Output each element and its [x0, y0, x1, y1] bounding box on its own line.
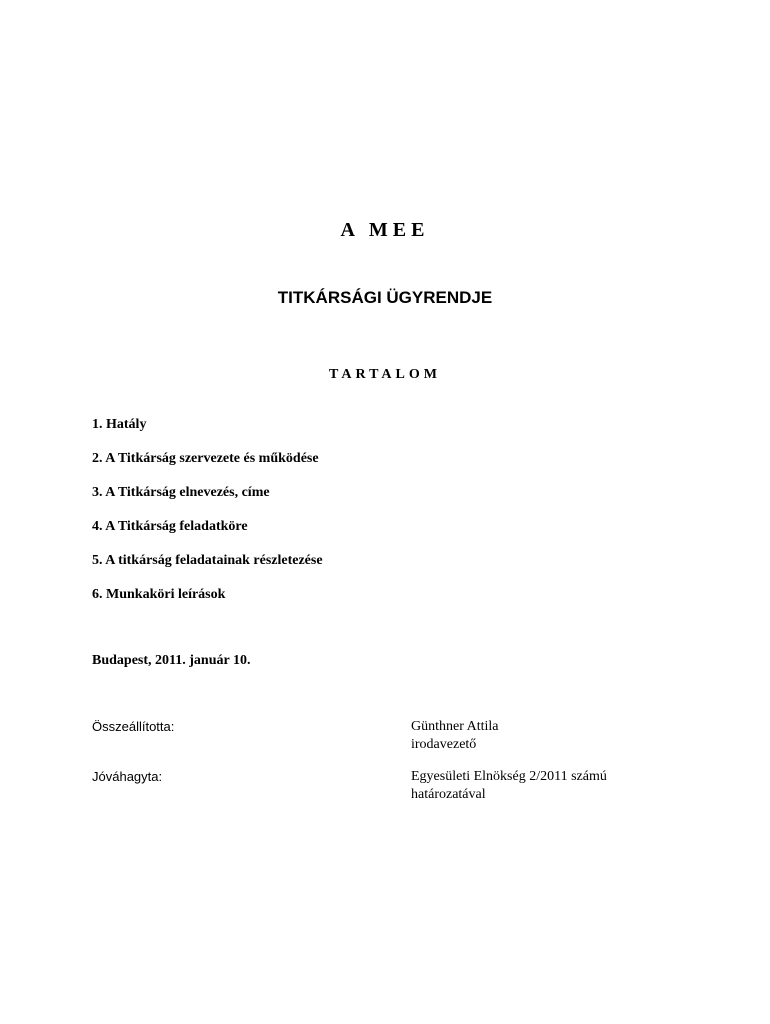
toc-item: 1. Hatály: [92, 417, 147, 432]
compiled-by-role: irodavezető: [411, 737, 477, 752]
approved-by-line-1: Egyesületi Elnökség 2/2011 számú: [411, 769, 607, 784]
table-of-contents: [92, 416, 323, 620]
approved-by-label: Jóváhagyta:: [92, 769, 163, 784]
compiled-by-value: [411, 718, 499, 754]
organization-title: A MEE: [340, 219, 430, 241]
toc-item: 4. A Titkárság feladatköre: [92, 519, 248, 534]
approved-by-line-2: határozatával: [411, 787, 486, 802]
approved-by-value: [411, 768, 607, 804]
document-title: TITKÁRSÁGI ÜGYRENDJE: [277, 288, 493, 307]
toc-item: 3. A Titkárság elnevezés, címe: [92, 485, 270, 500]
compiled-by-name: Günthner Attila: [411, 719, 499, 734]
toc-heading: TARTALOM: [329, 367, 441, 382]
toc-item: 5. A titkárság feladatainak részletezése: [92, 553, 323, 568]
place-date-line: Budapest, 2011. január 10.: [92, 653, 251, 668]
toc-item: 6. Munkaköri leírások: [92, 587, 226, 602]
compiled-by-label: Összeállította:: [92, 719, 175, 734]
toc-item: 2. A Titkárság szervezete és működése: [92, 451, 319, 466]
